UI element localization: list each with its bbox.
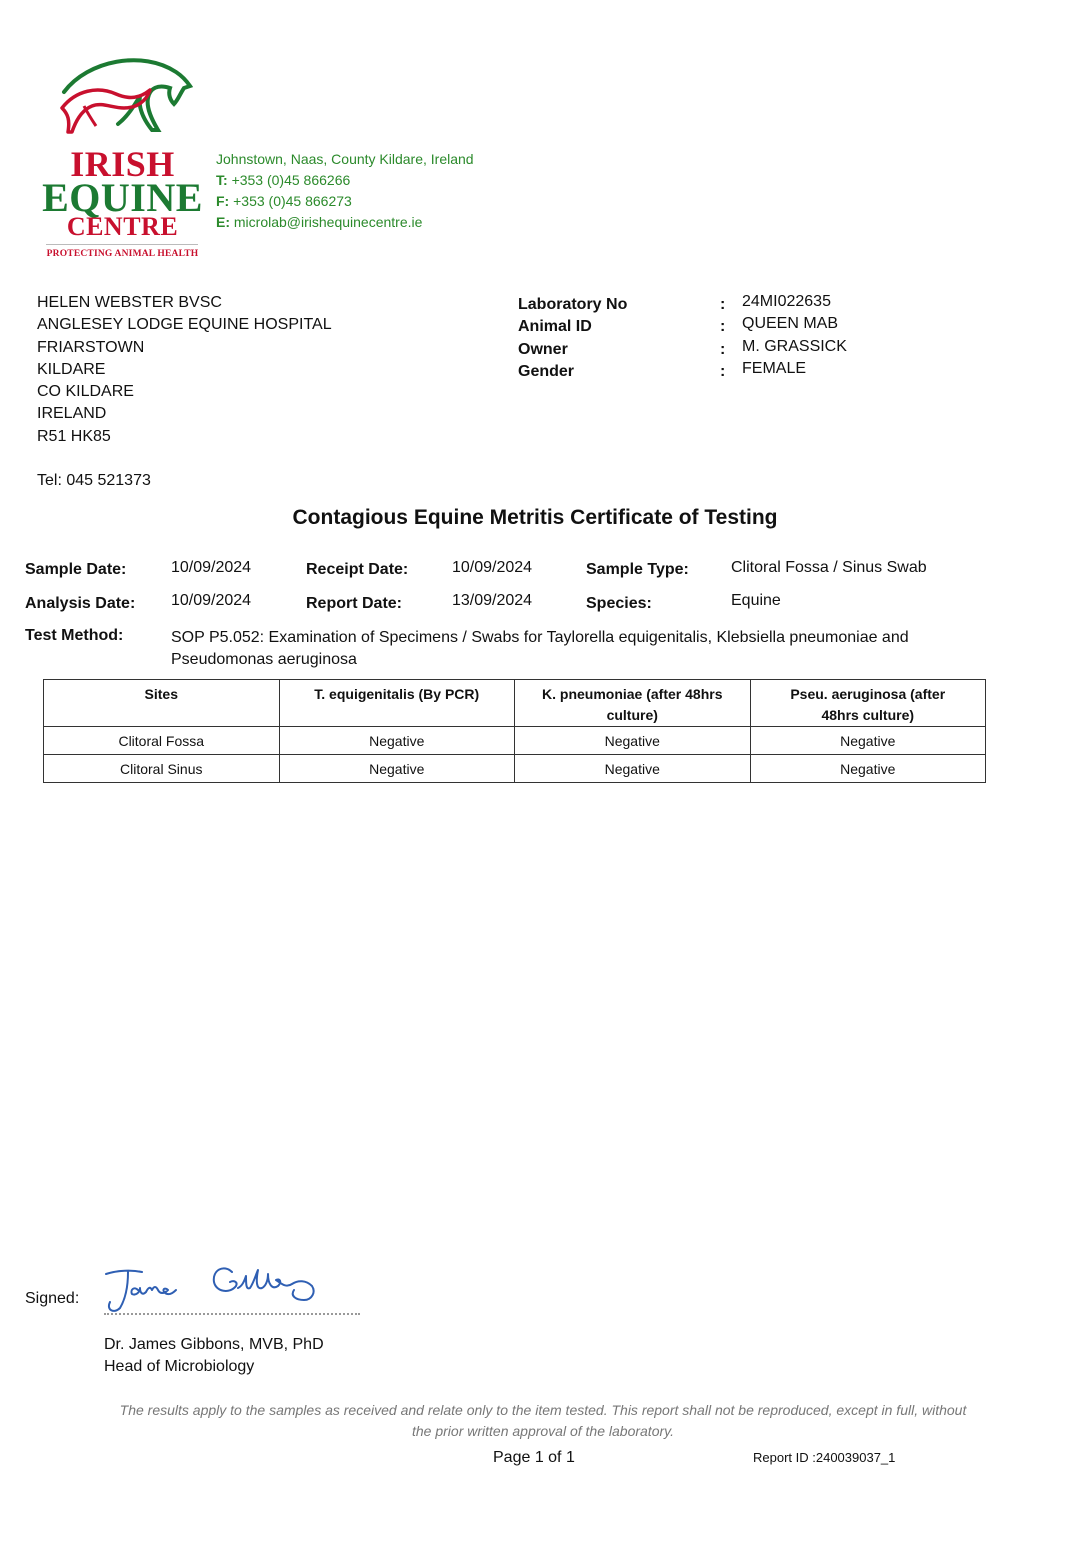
company-logo	[40, 50, 205, 265]
address-line: FRIARSTOWN	[37, 338, 145, 356]
disclaimer-line: The results apply to the samples as received and relate only to the item tested. This report shall not be reproduced, except in full, without	[119, 1402, 967, 1418]
sample-type-value: Clitoral Fossa / Sinus Swab	[731, 559, 927, 576]
phone-label: T:	[216, 172, 228, 188]
contact-address: Johnstown, Naas, County Kildare, Ireland	[216, 151, 474, 167]
address-line: HELEN WEBSTER BVSC	[37, 294, 222, 311]
recipient-tel: Tel: 045 521373	[37, 472, 151, 489]
handwritten-signature	[100, 1260, 330, 1318]
recipient-address	[37, 292, 332, 448]
email-label: E:	[216, 214, 230, 230]
result-cell: Negative	[279, 727, 515, 755]
info-colon: :	[720, 340, 726, 358]
result-cell: Negative	[279, 755, 515, 783]
table-row	[44, 727, 986, 755]
info-label: Laboratory No	[518, 296, 628, 313]
info-row-owner	[518, 338, 938, 360]
signer-name: Dr. James Gibbons, MVB, PhD	[104, 1336, 324, 1353]
result-cell: Negative	[750, 727, 986, 755]
analysis-date-value: 10/09/2024	[171, 592, 252, 609]
result-cell: Negative	[515, 755, 751, 783]
column-header-k-pneumoniae: K. pneumoniae (after 48hrs culture)	[515, 680, 751, 727]
receipt-date-label: Receipt Date:	[306, 561, 409, 578]
logo-tagline: PROTECTING ANIMAL HEALTH	[46, 249, 199, 259]
result-cell: Negative	[750, 755, 986, 783]
table-row	[44, 755, 986, 783]
logo-line-irish: IRISH	[70, 144, 175, 184]
info-colon: :	[720, 318, 726, 336]
signed-label: Signed:	[25, 1290, 80, 1307]
address-line: ANGLESEY LODGE EQUINE HOSPITAL	[37, 316, 332, 334]
info-row-gender	[518, 360, 938, 382]
contact-fax-row	[216, 191, 474, 212]
report-id: Report ID :240039037_1	[753, 1450, 896, 1465]
report-date-value: 13/09/2024	[452, 592, 533, 609]
test-method-label: Test Method:	[25, 627, 124, 644]
info-label: Animal ID	[518, 318, 592, 336]
signature-line	[104, 1313, 360, 1315]
horse-logo-icon	[58, 50, 193, 142]
contact-email-row	[216, 212, 474, 233]
logo-line-centre: CENTRE	[66, 212, 179, 241]
contact-fax: +353 (0)45 866273	[233, 193, 352, 209]
address-line: CO KILDARE	[37, 383, 134, 401]
info-value: FEMALE	[742, 359, 807, 377]
info-colon: :	[720, 296, 726, 313]
fax-label: F:	[216, 193, 230, 209]
address-line: KILDARE	[37, 360, 106, 378]
info-value: QUEEN MAB	[742, 315, 839, 333]
column-header-sites: Sites	[44, 680, 280, 727]
page-number: Page 1 of 1	[493, 1449, 575, 1466]
contact-block	[216, 149, 474, 233]
test-method-line: Pseudomonas aeruginosa	[171, 651, 357, 668]
test-method-value	[171, 627, 909, 671]
species-value: Equine	[731, 592, 781, 609]
sample-type-label: Sample Type:	[586, 561, 689, 578]
info-row-animal-id	[518, 315, 938, 337]
info-value: 24MI022635	[742, 293, 831, 310]
info-row-lab-no	[518, 293, 938, 315]
logo-divider	[46, 244, 198, 245]
info-label: Owner	[518, 340, 568, 358]
info-value: M. GRASSICK	[742, 337, 847, 355]
disclaimer-line: the prior written approval of the laboratory.	[412, 1423, 674, 1439]
disclaimer-note	[60, 1400, 1026, 1442]
document-title: Contagious Equine Metritis Certificate of Testing	[292, 506, 778, 529]
results-table	[43, 679, 986, 783]
table-header-row	[44, 680, 986, 727]
column-header-t-equigenitalis: T. equigenitalis (By PCR)	[279, 680, 515, 727]
contact-email: microlab@irishequinecentre.ie	[233, 214, 423, 230]
signer-role: Head of Microbiology	[104, 1358, 255, 1375]
logo-line-equine: EQUINE	[42, 175, 203, 220]
analysis-date-label: Analysis Date:	[25, 595, 136, 612]
report-date-label: Report Date:	[306, 595, 403, 612]
address-line: R51 HK85	[37, 427, 111, 445]
info-label: Gender	[518, 362, 575, 380]
column-header-pseu-aeruginosa: Pseu. aeruginosa (after 48hrs culture)	[750, 680, 986, 727]
test-method-line: SOP P5.052: Examination of Specimens / Swabs for Taylorella equigenitalis, Klebsiella pneumoniae and	[171, 629, 909, 646]
result-cell: Negative	[515, 727, 751, 755]
address-line: IRELAND	[37, 405, 107, 423]
site-cell: Clitoral Sinus	[44, 755, 280, 783]
info-colon: :	[720, 362, 726, 380]
contact-phone: +353 (0)45 866266	[231, 172, 351, 188]
signer-block	[104, 1334, 324, 1378]
sample-date-value: 10/09/2024	[171, 559, 252, 576]
contact-phone-row	[216, 170, 474, 191]
site-cell: Clitoral Fossa	[44, 727, 280, 755]
animal-info	[518, 293, 938, 382]
receipt-date-value: 10/09/2024	[452, 559, 533, 576]
sample-date-label: Sample Date:	[25, 561, 127, 578]
species-label: Species:	[586, 595, 652, 612]
